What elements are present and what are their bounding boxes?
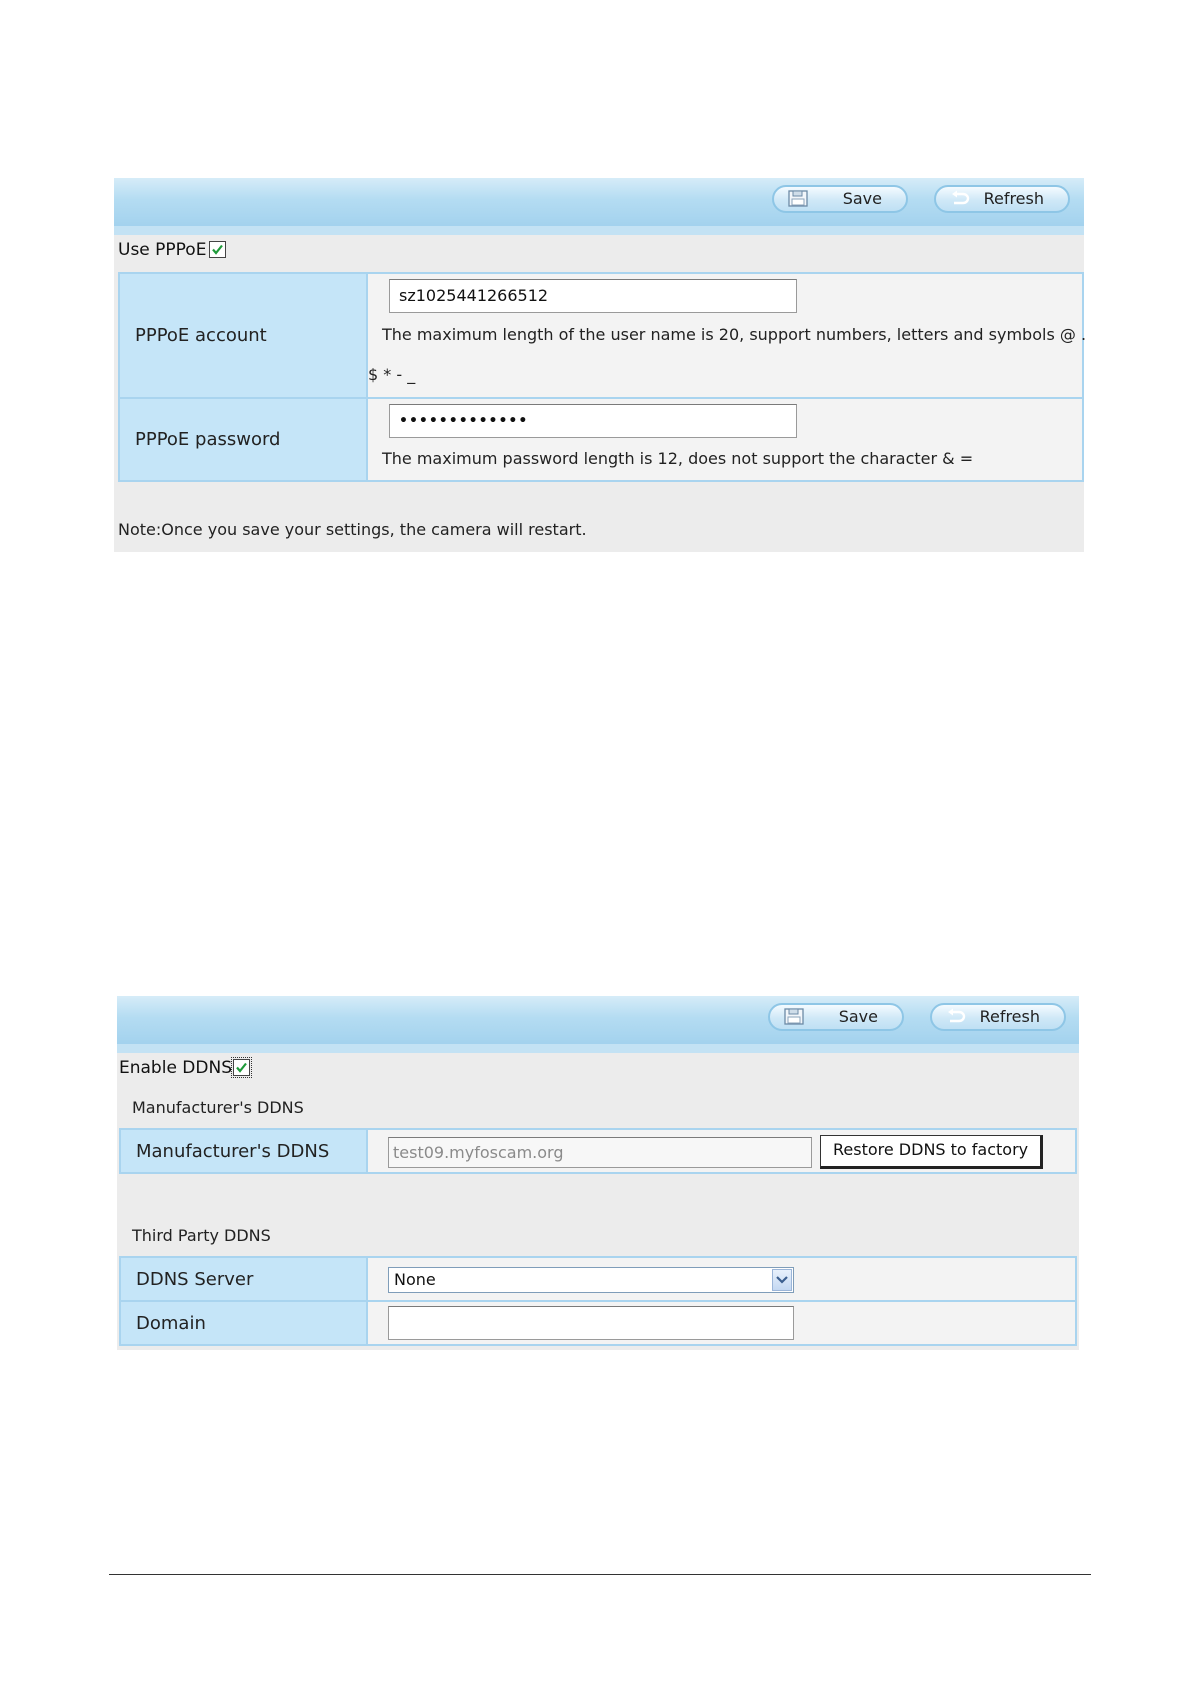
- ddns-save-label: Save: [838, 1007, 878, 1026]
- domain-cell: [368, 1302, 1075, 1344]
- manufacturer-ddns-label: Manufacturer's DDNS: [121, 1130, 368, 1172]
- ddns-server-label: DDNS Server: [121, 1258, 368, 1300]
- pppoe-password-cell: [368, 399, 1082, 480]
- enable-ddns-label: Enable DDNS: [119, 1058, 232, 1078]
- pppoe-refresh-button[interactable]: [934, 185, 1070, 213]
- pppoe-account-hint: The maximum length of the user name is 20, support numbers, letters and symbols @ .: [382, 325, 1087, 344]
- pppoe-account-label: PPPoE account: [120, 274, 368, 397]
- pppoe-password-input[interactable]: •••••••••••••: [389, 404, 797, 438]
- pppoe-account-cell: [368, 274, 1087, 397]
- pppoe-toolbar: [114, 178, 1084, 235]
- ddns-server-cell: [368, 1258, 1075, 1300]
- use-pppoe-checkbox[interactable]: [209, 241, 226, 258]
- use-pppoe-label: Use PPPoE: [118, 240, 207, 260]
- domain-row: [121, 1302, 1075, 1344]
- enable-ddns-row: [119, 1058, 250, 1078]
- enable-ddns-checkbox[interactable]: [233, 1059, 250, 1076]
- ddns-save-button[interactable]: [768, 1003, 904, 1031]
- pppoe-account-hint-symbols: $ * - _: [368, 365, 416, 384]
- pppoe-save-label: Save: [842, 189, 882, 208]
- checkmark-icon: [235, 1061, 248, 1074]
- domain-input[interactable]: [388, 1306, 794, 1340]
- floppy-disk-icon: [784, 1008, 804, 1025]
- pppoe-restart-note: Note:Once you save your settings, the camera will restart.: [118, 520, 587, 539]
- pppoe-account-row: [120, 274, 1087, 399]
- ddns-refresh-label: Refresh: [979, 1007, 1040, 1026]
- restore-ddns-button[interactable]: Restore DDNS to factory: [820, 1135, 1043, 1169]
- domain-label: Domain: [121, 1302, 368, 1344]
- pppoe-panel: [114, 178, 1087, 552]
- undo-arrow-icon: [950, 190, 970, 207]
- ddns-server-value: None: [394, 1270, 436, 1289]
- use-pppoe-row: [118, 240, 226, 260]
- manufacturer-ddns-table: [119, 1128, 1077, 1174]
- pppoe-table: [118, 272, 1087, 482]
- chevron-down-icon[interactable]: [772, 1269, 792, 1291]
- checkmark-icon: [211, 243, 224, 256]
- ddns-server-row: [121, 1258, 1075, 1302]
- undo-arrow-icon: [946, 1008, 966, 1025]
- pppoe-password-hint: The maximum password length is 12, does not support the character & =: [382, 449, 974, 468]
- ddns-server-select[interactable]: [388, 1267, 794, 1293]
- manufacturer-ddns-cell: [368, 1130, 1075, 1172]
- pppoe-account-input[interactable]: sz1025441266512: [389, 279, 797, 313]
- floppy-disk-icon: [788, 190, 808, 207]
- third-party-ddns-table: [119, 1256, 1077, 1346]
- third-party-ddns-heading: Third Party DDNS: [132, 1226, 271, 1245]
- pppoe-password-row: [120, 399, 1082, 480]
- ddns-toolbar: [117, 996, 1079, 1053]
- ddns-panel: [117, 996, 1079, 1350]
- manufacturer-ddns-input: test09.myfoscam.org: [388, 1137, 812, 1168]
- pppoe-save-button[interactable]: [772, 185, 908, 213]
- pppoe-password-label: PPPoE password: [120, 399, 368, 480]
- manufacturer-ddns-row: [121, 1130, 1075, 1172]
- ddns-refresh-button[interactable]: [930, 1003, 1066, 1031]
- manufacturer-ddns-heading: Manufacturer's DDNS: [132, 1098, 304, 1117]
- pppoe-refresh-label: Refresh: [983, 189, 1044, 208]
- footer-rule: [109, 1574, 1091, 1575]
